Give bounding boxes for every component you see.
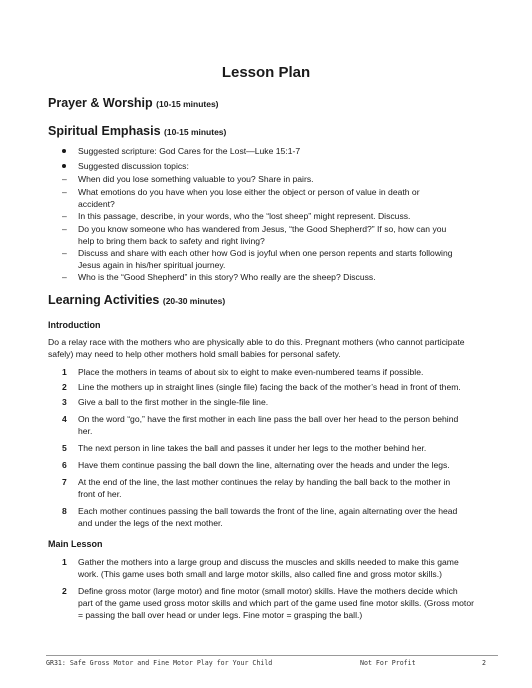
step-text: front of her. xyxy=(78,489,122,499)
footer-page-number: 2 xyxy=(482,659,486,667)
step-number: 3 xyxy=(62,397,67,407)
step-text: Define gross motor (large motor) and fine motor (small motor) skills. Have the mothers decide which xyxy=(78,586,458,596)
intro-paragraph-line: safely) may need to help other mothers hold small babies for personal safety. xyxy=(48,349,341,359)
step-text: The next person in line takes the ball and passes it under her legs to the mother behind her. xyxy=(78,443,427,453)
topic-line: Do you know someone who has wandered from Jesus, “the Good Shepherd?” If so, how can you xyxy=(78,224,447,234)
dash-marker: – xyxy=(62,211,67,221)
step-text: her. xyxy=(78,426,93,436)
step-number: 1 xyxy=(62,367,67,377)
scripture-bullet: Suggested scripture: God Cares for the Lost—Luke 15:1-7 xyxy=(78,146,301,156)
step-text: = passing the ball over head or under legs. Fine motor = grasping the ball.) xyxy=(78,610,363,620)
step-number: 7 xyxy=(62,477,67,487)
topic-line: Who is the “Good Shepherd” in this story? Who really are the sheep? Discuss. xyxy=(78,272,376,282)
step-text: Gather the mothers into a large group and discuss the muscles and skills needed to make this game xyxy=(78,557,459,567)
topic-line: When did you lose something valuable to you? Share in pairs. xyxy=(78,174,314,184)
footer-divider xyxy=(46,655,498,656)
step-text: work. (This game uses both small and large motor skills, also called fine and gross motor skills.) xyxy=(78,569,442,579)
dash-marker: – xyxy=(62,174,67,184)
step-text: and under the legs of the next mother. xyxy=(78,518,223,528)
step-text: Place the mothers in teams of about six to eight to make even-numbered teams if possible. xyxy=(78,367,424,377)
topic-line: help to bring them back to safety and right living? xyxy=(78,236,265,246)
topics-bullet: Suggested discussion topics: xyxy=(78,161,189,171)
main-lesson-heading: Main Lesson xyxy=(48,539,103,549)
topic-line: What emotions do you have when you lose either the object or person of value in death or xyxy=(78,187,420,197)
bullet-dot xyxy=(62,164,66,168)
step-text: Line the mothers up in straight lines (single file) facing the back of the mother’s head in front of them. xyxy=(78,382,461,392)
step-number: 1 xyxy=(62,557,67,567)
step-number: 6 xyxy=(62,460,67,470)
step-number: 8 xyxy=(62,506,67,516)
step-text: part of the game used gross motor skills and which part of the game used fine motor skills. (Gross motor xyxy=(78,598,474,608)
learning-heading-text: Learning Activities xyxy=(48,293,160,307)
spiritual-time: (10-15 minutes) xyxy=(164,127,227,137)
learning-heading xyxy=(48,293,225,307)
prayer-time: (10-15 minutes) xyxy=(156,99,219,109)
intro-paragraph-line: Do a relay race with the mothers who are physically able to do this. Pregnant mothers (who cannot participate xyxy=(48,337,465,347)
step-text: Give a ball to the first mother in the single-file line. xyxy=(78,397,269,407)
bullet-dot xyxy=(62,149,66,153)
dash-marker: – xyxy=(62,248,67,258)
footer-not-for-profit: Not For Profit xyxy=(360,659,416,667)
step-number: 2 xyxy=(62,382,67,392)
spiritual-heading-text: Spiritual Emphasis xyxy=(48,124,161,138)
topic-line: Discuss and share with each other how God is joyful when one person repents and starts following xyxy=(78,248,453,258)
learning-time: (20-30 minutes) xyxy=(162,296,226,306)
topic-line: In this passage, describe, in your words, who the “lost sheep” might represent. Discuss. xyxy=(78,211,411,221)
step-text: Each mother continues passing the ball towards the front of the line, again alternating over the head xyxy=(78,506,458,516)
page-title: Lesson Plan xyxy=(221,64,311,81)
step-number: 5 xyxy=(62,443,67,453)
prayer-heading xyxy=(48,96,219,110)
step-number: 4 xyxy=(62,414,67,424)
topic-line: Jesus again in his/her spiritual journey. xyxy=(78,260,226,270)
step-number: 2 xyxy=(62,586,67,596)
introduction-heading: Introduction xyxy=(48,320,101,330)
spiritual-heading xyxy=(48,124,226,138)
step-text: On the word “go,” have the first mother in each line pass the ball over her head to the person behind xyxy=(78,414,459,424)
step-text: Have them continue passing the ball down the line, alternating over the heads and under the legs. xyxy=(78,460,450,470)
dash-marker: – xyxy=(62,272,67,282)
step-text: At the end of the line, the last mother continues the relay by handing the ball back to the mother in xyxy=(78,477,451,487)
topic-line: accident? xyxy=(78,199,115,209)
prayer-heading-text: Prayer & Worship xyxy=(48,96,153,110)
dash-marker: – xyxy=(62,224,67,234)
dash-marker: – xyxy=(62,187,67,197)
footer-course-title: GR31: Safe Gross Motor and Fine Motor Play for Your Child xyxy=(46,659,273,667)
